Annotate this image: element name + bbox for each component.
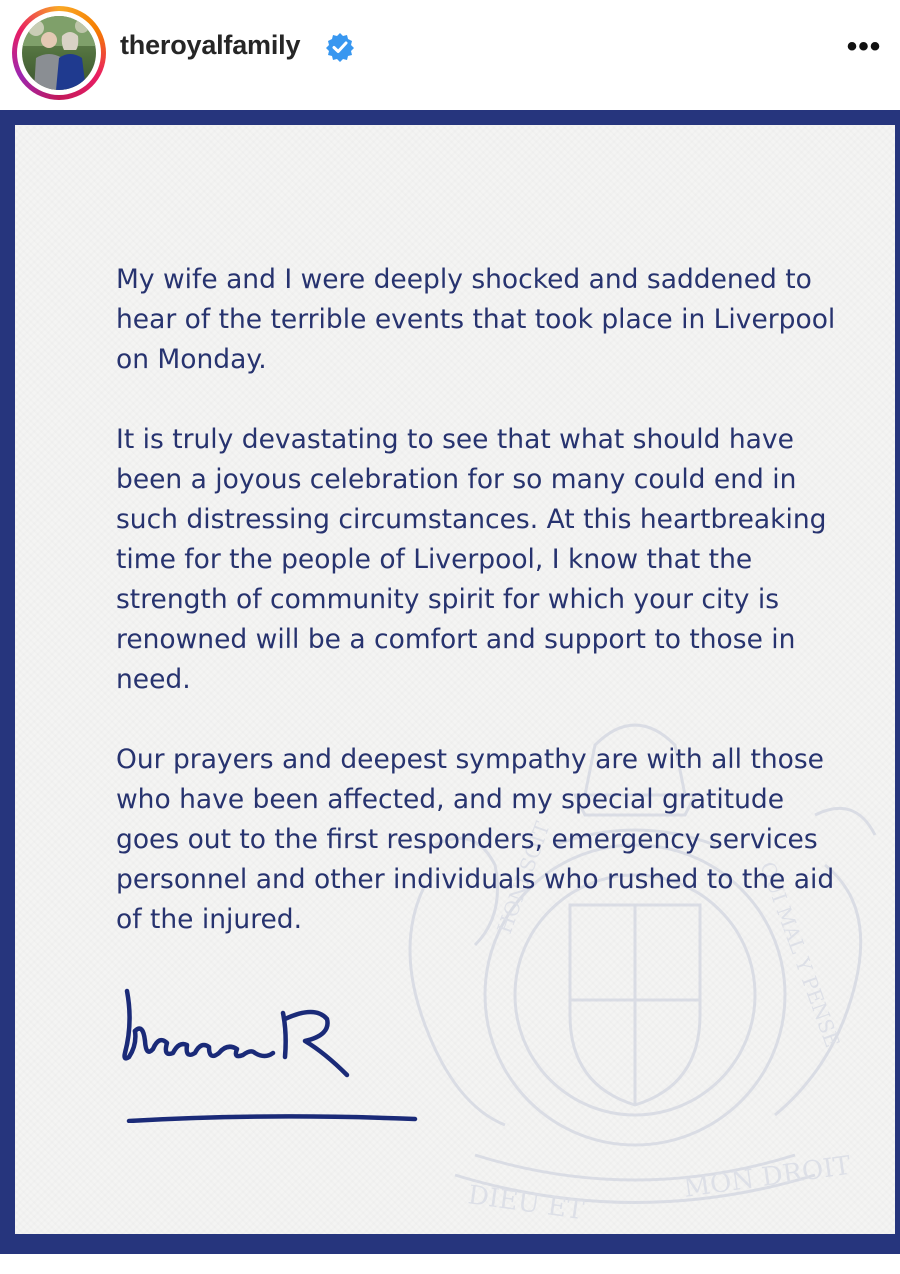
- more-options-button[interactable]: •••: [846, 30, 882, 63]
- letter-paragraph: It is truly devastating to see that what should have been a joyous celebration for so many could end in such distressing circumstances. At this heartbreaking time for the people of Liverpool, I know that the strength of community spirit for which your city is renowned will be a comfort and support to those in need.: [116, 424, 827, 695]
- letter-body: [116, 260, 836, 980]
- letter-paragraph: Our prayers and deepest sympathy are with all those who have been affected, and my special gratitude goes out to the first responders, emergency services personnel and other individuals who rushed to the aid of the injured.: [116, 744, 835, 935]
- post-image-frame: [0, 110, 900, 1254]
- crest-garter-text: HONI SOIT: [492, 818, 555, 937]
- avatar-photo: [22, 16, 96, 90]
- crest-motto-left: DIEU ET: [466, 1180, 586, 1227]
- post-header: [0, 0, 900, 108]
- letter-paragraph: My wife and I were deeply shocked and saddened to hear of the terrible events that took place in Liverpool on Monday.: [116, 264, 836, 375]
- letter-paper: [15, 125, 895, 1234]
- username[interactable]: theroyalfamily: [120, 30, 301, 60]
- crest-motto-right: MON DROIT: [681, 1150, 853, 1204]
- avatar[interactable]: [22, 16, 96, 90]
- crest-garter-text-right: QUI MAL Y PENSE: [755, 858, 845, 1051]
- avatar-border: [17, 11, 101, 95]
- verified-badge-icon: [325, 32, 355, 62]
- post-image-bottom: [0, 1254, 900, 1274]
- signature-charles-r: [115, 983, 445, 1123]
- story-ring[interactable]: [12, 6, 106, 100]
